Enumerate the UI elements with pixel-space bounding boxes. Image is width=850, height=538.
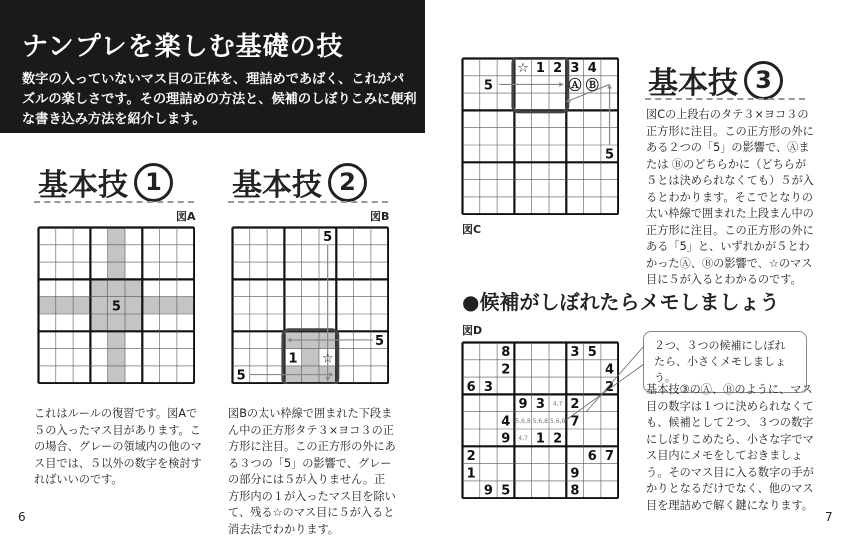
grid-digit: 5 <box>605 147 615 163</box>
grid-digit: 6 <box>466 379 476 395</box>
shaded-cell <box>108 366 125 383</box>
grid-digit: ☆ <box>321 351 334 367</box>
grid-digit: 4 <box>587 61 597 77</box>
shaded-cell <box>108 331 125 348</box>
fig-a-label: 図A <box>176 210 196 223</box>
grid-digit: 3 <box>483 379 493 395</box>
grid-digit: 1 <box>535 431 545 447</box>
grid-digit: 6 <box>587 448 597 464</box>
shaded-cell <box>90 314 107 331</box>
tech1-number-badge: 1 <box>134 163 173 202</box>
grid-digit: 5 <box>323 230 333 246</box>
shaded-cell <box>90 297 107 314</box>
tech1-heading <box>38 160 173 204</box>
grid-digit: 7 <box>570 414 580 430</box>
tech3-text: 図Cの上段右のタテ３×ヨコ３の正方形に注目。この正方形の外にある２つの「5」の影響で、Ⓐまたは Ⓑのどちらかに（どちらが５とは決められなくても）５が入るとわかります。そこでとなりの太い枠線で囲まれた上段まん中の正方形に注目。この正方形の外にある「5」と、いずれかが５とわかったⒶ、Ⓑの影響で、☆のマス目に５が入るとわかるのです。 <box>646 108 814 286</box>
sudoku-grid-b <box>231 226 389 384</box>
grid-digit: 1 <box>535 61 545 77</box>
hint-arrow-head <box>559 82 563 87</box>
tech1-heading-label: 基本技 <box>38 168 128 203</box>
grid-digit: 8 <box>501 345 511 361</box>
grid-digit: 1 <box>466 466 476 482</box>
tech1-text: これはルールの復習です。図Aで５の入ったマス目があります。この場合、グレーの領域内の他のマス目では、５以外の数字を検討すればいいのです。 <box>34 407 202 486</box>
grid-digit: 3 <box>570 61 580 77</box>
grid-digit: 2 <box>466 448 476 464</box>
tech1-divider <box>34 201 194 203</box>
grid-digit: 1 <box>288 351 298 367</box>
grid-digit: 5 <box>375 333 385 349</box>
lead-text: 数字の入っていないマス目の正体を、理詰めであばく、これがパズルの楽しさです。その理詰めの方法と、候補のしぼりこみに便利な書き込み方法を紹介します。 <box>22 72 417 127</box>
shaded-cell <box>73 297 90 314</box>
grid-digit: 5 <box>236 368 246 384</box>
tech3-heading-label: 基本技 <box>648 66 738 101</box>
memo-heading: ●候補がしぼれたらメモしましょう <box>462 290 780 314</box>
shaded-cell <box>90 279 107 296</box>
grid-digit: 2 <box>570 397 580 413</box>
grid-digit: 9 <box>570 466 580 482</box>
grid-digit: 2 <box>553 431 563 447</box>
shaded-cell <box>108 262 125 279</box>
memo-mark: 5,6,8 <box>515 417 531 425</box>
shaded-cell <box>142 297 159 314</box>
grid-digit: 3 <box>570 345 580 361</box>
memo-mark: 4,7 <box>518 435 528 443</box>
fig-d-label: 図D <box>462 324 483 337</box>
fig-b-label: 図B <box>370 210 390 223</box>
grid-digit: 4 <box>501 414 511 430</box>
grid-digit: 5 <box>111 299 121 315</box>
grid-digit: 4 <box>605 362 615 378</box>
memo-callout: ２つ、３つの候補にしぼれたら、小さくメモしましょう。 <box>643 331 807 393</box>
fig-c-label: 図C <box>462 223 482 236</box>
memo-text: 基本技③のⒶ、Ⓑのように、マス目の数字は１つに決められなくても、候補として２つ、３つの数字にしぼりこめたら、小さな字でマス目内にメモをしておきましょう。そのマス目に入る数字の手がかりとなるだけでなく、他のマス目を理詰めで解く鍵になります。 <box>646 383 814 512</box>
grid-digit: 8 <box>570 483 580 499</box>
tech2-number-badge: 2 <box>328 163 367 202</box>
tech2-divider <box>228 201 388 203</box>
grid-digit: 7 <box>605 448 615 464</box>
grid-digit: 9 <box>518 397 528 413</box>
tech2-heading <box>232 160 367 204</box>
shaded-cell <box>108 349 125 366</box>
shaded-cell <box>160 297 177 314</box>
title-band <box>0 0 425 133</box>
grid-digit: 5 <box>483 78 493 94</box>
tech2-text: 図Bの太い枠線で囲まれた下段まん中の正方形タテ３×ヨコ３の正方形に注目。この正方形の外にある３つの「5」の影響で、グレーの部分には５が入りません。正方形内の１が入ったマス目を除いて、残る☆のマス目に５が入ると消去法でわかります。 <box>228 407 396 536</box>
grid-digit: 2 <box>605 379 615 395</box>
tech3-divider <box>645 98 805 100</box>
grid-digit: Ⓐ <box>568 78 582 94</box>
shaded-cell <box>108 279 125 296</box>
page-number-right: 7 <box>825 510 833 524</box>
callout-pointer <box>560 340 650 430</box>
grid-digit: 5 <box>587 345 597 361</box>
grid-digit: 3 <box>535 397 545 413</box>
memo-mark: 5,6,8 <box>532 417 548 425</box>
grid-digit: ☆ <box>517 61 529 77</box>
grid-digit: 2 <box>501 362 511 378</box>
grid-digit: 9 <box>483 483 493 499</box>
shaded-cell <box>125 314 142 331</box>
sudoku-grid-a <box>37 226 195 384</box>
shaded-cell <box>125 279 142 296</box>
page-number-left: 6 <box>18 510 26 524</box>
shaded-cell <box>177 297 194 314</box>
shaded-cell <box>108 245 125 262</box>
grid-digit: 2 <box>553 61 563 77</box>
shaded-cell <box>56 297 73 314</box>
shaded-cell <box>302 349 319 366</box>
shaded-cell <box>125 297 142 314</box>
memo-mark: 4,7 <box>552 400 563 408</box>
page-title: ナンプレを楽しむ基礎の技 <box>22 32 344 62</box>
tech3-number-badge: 3 <box>744 61 783 100</box>
shaded-cell <box>108 228 125 245</box>
shaded-cell <box>108 314 125 331</box>
tech3-heading <box>648 58 783 102</box>
grid-digit: 5 <box>501 483 511 499</box>
sudoku-grid-c <box>461 57 619 215</box>
memo-mark: 5,6,8 <box>550 417 566 425</box>
grid-digit: 9 <box>501 431 511 447</box>
shaded-cell <box>39 297 56 314</box>
tech2-heading-label: 基本技 <box>232 168 322 203</box>
grid-digit: Ⓑ <box>585 78 599 94</box>
